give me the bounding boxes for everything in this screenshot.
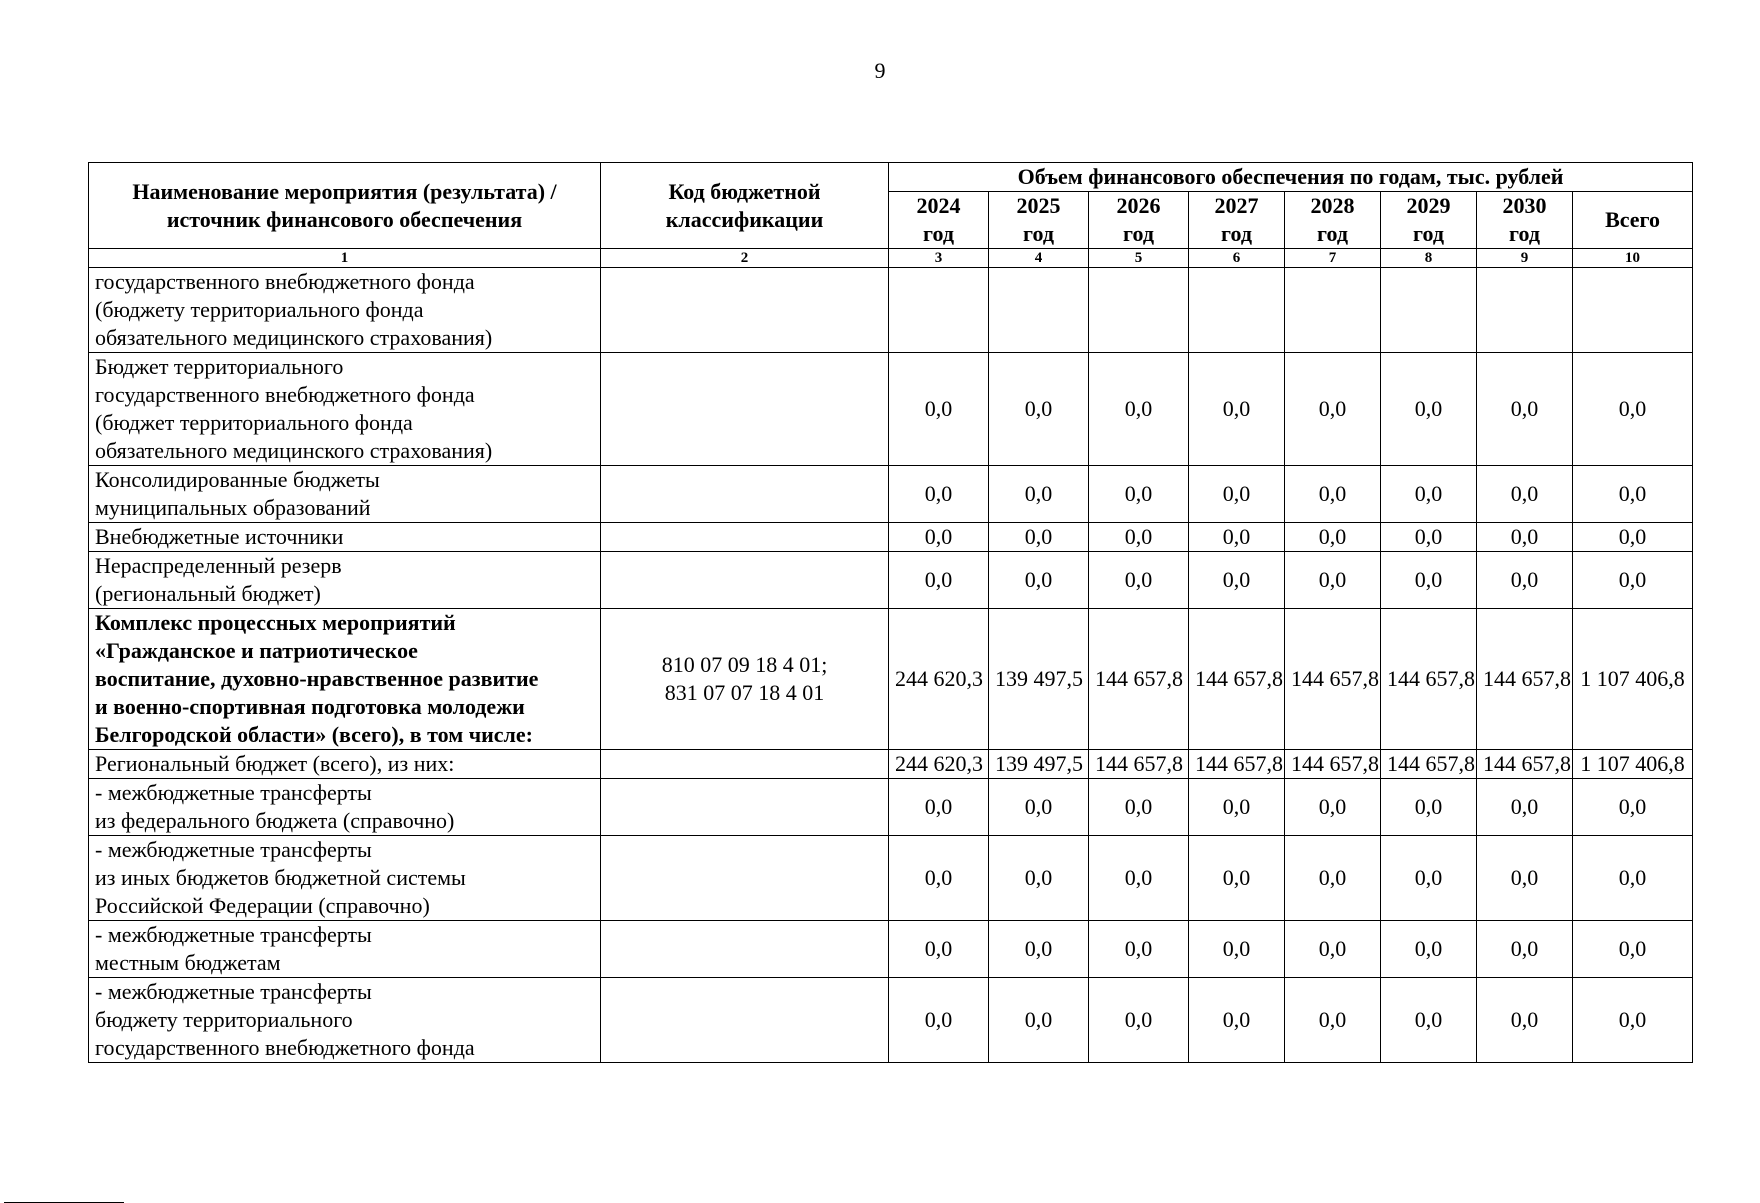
column-number: 3 <box>889 249 989 268</box>
row-value: 0,0 <box>1189 466 1285 523</box>
row-label-line: (региональный бюджет) <box>95 581 321 606</box>
row-value: 0,0 <box>889 921 989 978</box>
row-value: 0,0 <box>1089 552 1189 609</box>
header-row-top <box>89 163 1693 192</box>
row-value: 244 620,3 <box>889 750 989 779</box>
table-row <box>89 609 1693 750</box>
row-value: 139 497,5 <box>989 609 1089 750</box>
row-value: 0,0 <box>1285 353 1381 466</box>
row-value: 0,0 <box>1189 978 1285 1063</box>
row-value: 0,0 <box>1477 836 1573 921</box>
row-label-line: Белгородской области» (всего), в том числе: <box>95 722 533 747</box>
row-value: 144 657,8 <box>1381 750 1477 779</box>
row-label-line: обязательного медицинского страхования) <box>95 438 493 463</box>
row-value: 0,0 <box>1381 353 1477 466</box>
row-label-line: муниципальных образований <box>95 495 371 520</box>
row-value <box>989 268 1089 353</box>
row-value: 144 657,8 <box>1189 609 1285 750</box>
row-code <box>601 523 889 552</box>
row-value: 0,0 <box>1189 836 1285 921</box>
header-year: 2024 год <box>889 192 989 249</box>
row-total: 1 107 406,8 <box>1573 609 1693 750</box>
row-value: 0,0 <box>1381 466 1477 523</box>
header-volume: Объем финансового обеспечения по годам, тыс. рублей <box>889 163 1693 192</box>
row-value: 0,0 <box>989 779 1089 836</box>
row-total: 0,0 <box>1573 523 1693 552</box>
column-number: 7 <box>1285 249 1381 268</box>
row-code <box>601 978 889 1063</box>
row-value: 0,0 <box>1477 921 1573 978</box>
row-label-line: государственного внебюджетного фонда <box>95 1035 475 1060</box>
header-year: 2026 год <box>1089 192 1189 249</box>
row-value: 0,0 <box>889 836 989 921</box>
column-number: 8 <box>1381 249 1477 268</box>
column-number: 2 <box>601 249 889 268</box>
row-label-line: Региональный бюджет (всего), из них: <box>95 751 455 776</box>
row-value: 0,0 <box>889 353 989 466</box>
row-label-line: государственного внебюджетного фонда <box>95 269 475 294</box>
row-code <box>601 353 889 466</box>
row-total: 0,0 <box>1573 779 1693 836</box>
row-value <box>1089 268 1189 353</box>
row-value: 244 620,3 <box>889 609 989 750</box>
row-value: 0,0 <box>1285 836 1381 921</box>
budget-table <box>88 162 1693 1063</box>
row-value: 0,0 <box>1189 779 1285 836</box>
row-value: 144 657,8 <box>1285 609 1381 750</box>
row-total <box>1573 268 1693 353</box>
row-value: 0,0 <box>1381 779 1477 836</box>
table-body <box>89 268 1693 1063</box>
table-row <box>89 750 1693 779</box>
row-value: 0,0 <box>889 523 989 552</box>
row-value: 0,0 <box>1189 921 1285 978</box>
header-year: 2030 год <box>1477 192 1573 249</box>
column-number: 4 <box>989 249 1089 268</box>
column-number: 6 <box>1189 249 1285 268</box>
row-label-line: Российской Федерации (справочно) <box>95 893 430 918</box>
table-row <box>89 466 1693 523</box>
row-code <box>601 552 889 609</box>
row-value: 0,0 <box>989 836 1089 921</box>
row-value: 144 657,8 <box>1189 750 1285 779</box>
row-value: 0,0 <box>1285 779 1381 836</box>
row-total: 0,0 <box>1573 921 1693 978</box>
row-label-line: «Гражданское и патриотическое <box>95 638 418 663</box>
row-value: 0,0 <box>989 978 1089 1063</box>
table-row <box>89 921 1693 978</box>
row-label-line: местным бюджетам <box>95 950 281 975</box>
row-label <box>89 779 601 836</box>
row-label <box>89 978 601 1063</box>
row-label <box>89 552 601 609</box>
row-code: 810 07 09 18 4 01; 831 07 07 18 4 01 <box>601 609 889 750</box>
row-total: 0,0 <box>1573 353 1693 466</box>
page-number: 9 <box>874 58 886 83</box>
row-total: 0,0 <box>1573 836 1693 921</box>
row-code <box>601 268 889 353</box>
row-total: 0,0 <box>1573 978 1693 1063</box>
row-value: 139 497,5 <box>989 750 1089 779</box>
row-value: 0,0 <box>1477 978 1573 1063</box>
row-value <box>1477 268 1573 353</box>
row-value: 0,0 <box>1189 552 1285 609</box>
table-row <box>89 353 1693 466</box>
table-row <box>89 836 1693 921</box>
row-value: 0,0 <box>1285 921 1381 978</box>
row-label <box>89 523 601 552</box>
header-year: 2027 год <box>1189 192 1285 249</box>
row-label-line: (бюджет территориального фонда <box>95 410 413 435</box>
column-number: 1 <box>89 249 601 268</box>
row-value: 144 657,8 <box>1477 609 1573 750</box>
row-label-line: и военно-спортивная подготовка молодежи <box>95 694 525 719</box>
row-total: 0,0 <box>1573 466 1693 523</box>
row-code <box>601 836 889 921</box>
row-label <box>89 268 601 353</box>
row-value: 0,0 <box>1285 466 1381 523</box>
column-number: 10 <box>1573 249 1693 268</box>
row-value: 0,0 <box>989 466 1089 523</box>
row-label-line: обязательного медицинского страхования) <box>95 325 493 350</box>
row-value: 0,0 <box>1477 466 1573 523</box>
row-value: 0,0 <box>1089 836 1189 921</box>
row-value <box>889 268 989 353</box>
table-row <box>89 978 1693 1063</box>
row-value: 0,0 <box>1381 552 1477 609</box>
row-value <box>1189 268 1285 353</box>
row-label <box>89 750 601 779</box>
row-value: 0,0 <box>1285 523 1381 552</box>
row-value: 0,0 <box>1285 978 1381 1063</box>
row-value: 0,0 <box>989 353 1089 466</box>
row-label-line: - межбюджетные трансферты <box>95 837 372 862</box>
row-label <box>89 836 601 921</box>
row-label <box>89 921 601 978</box>
row-value: 0,0 <box>1089 353 1189 466</box>
header-year: 2025 год <box>989 192 1089 249</box>
row-label-line: - межбюджетные трансферты <box>95 780 372 805</box>
row-value: 0,0 <box>1089 921 1189 978</box>
column-number: 9 <box>1477 249 1573 268</box>
row-value: 0,0 <box>1285 552 1381 609</box>
row-value: 0,0 <box>1381 523 1477 552</box>
row-value: 144 657,8 <box>1089 750 1189 779</box>
row-value: 144 657,8 <box>1089 609 1189 750</box>
row-value: 0,0 <box>889 466 989 523</box>
row-label-line: Нераспределенный резерв <box>95 553 342 578</box>
row-value: 0,0 <box>889 779 989 836</box>
row-value: 0,0 <box>989 552 1089 609</box>
table-row <box>89 268 1693 353</box>
row-code <box>601 466 889 523</box>
column-number-row <box>89 249 1693 268</box>
row-value: 0,0 <box>1477 779 1573 836</box>
row-label-line: Комплекс процессных мероприятий <box>95 610 456 635</box>
row-value: 144 657,8 <box>1381 609 1477 750</box>
table-row <box>89 552 1693 609</box>
row-label-line: Консолидированные бюджеты <box>95 467 380 492</box>
row-label-line: - межбюджетные трансферты <box>95 922 372 947</box>
row-total: 1 107 406,8 <box>1573 750 1693 779</box>
row-label-line: бюджету территориального <box>95 1007 353 1032</box>
row-value: 0,0 <box>889 552 989 609</box>
row-value: 0,0 <box>1477 552 1573 609</box>
row-value: 0,0 <box>1089 523 1189 552</box>
row-code <box>601 921 889 978</box>
row-value <box>1285 268 1381 353</box>
row-value: 0,0 <box>1381 921 1477 978</box>
row-value: 0,0 <box>1477 523 1573 552</box>
row-label-line: (бюджету территориального фонда <box>95 297 424 322</box>
row-value: 0,0 <box>1381 978 1477 1063</box>
header-year: 2028 год <box>1285 192 1381 249</box>
row-label-line: государственного внебюджетного фонда <box>95 382 475 407</box>
header-total: Всего <box>1573 192 1693 249</box>
row-value: 0,0 <box>1189 523 1285 552</box>
row-value: 0,0 <box>989 921 1089 978</box>
row-value: 0,0 <box>1477 353 1573 466</box>
row-value: 0,0 <box>989 523 1089 552</box>
row-code <box>601 750 889 779</box>
row-label-line: воспитание, духовно-нравственное развитие <box>95 666 539 691</box>
table-row <box>89 779 1693 836</box>
row-value: 0,0 <box>1089 779 1189 836</box>
row-value: 0,0 <box>1089 466 1189 523</box>
row-value: 144 657,8 <box>1477 750 1573 779</box>
row-total: 0,0 <box>1573 552 1693 609</box>
row-label-line: Бюджет территориального <box>95 354 344 379</box>
row-value <box>1381 268 1477 353</box>
row-value: 0,0 <box>889 978 989 1063</box>
row-label-line: из иных бюджетов бюджетной системы <box>95 865 466 890</box>
row-label-line: Внебюджетные источники <box>95 524 344 549</box>
column-number: 5 <box>1089 249 1189 268</box>
header-name: Наименование мероприятия (результата) / источник финансового обеспечения <box>89 163 601 249</box>
row-value: 0,0 <box>1381 836 1477 921</box>
row-value: 0,0 <box>1189 353 1285 466</box>
row-value: 144 657,8 <box>1285 750 1381 779</box>
row-code <box>601 779 889 836</box>
table-row <box>89 523 1693 552</box>
header-code: Код бюджетной классификации <box>601 163 889 249</box>
row-value: 0,0 <box>1089 978 1189 1063</box>
row-label-line: - межбюджетные трансферты <box>95 979 372 1004</box>
row-label <box>89 609 601 750</box>
row-label-line: из федерального бюджета (справочно) <box>95 808 455 833</box>
row-label <box>89 466 601 523</box>
row-label <box>89 353 601 466</box>
header-year: 2029 год <box>1381 192 1477 249</box>
